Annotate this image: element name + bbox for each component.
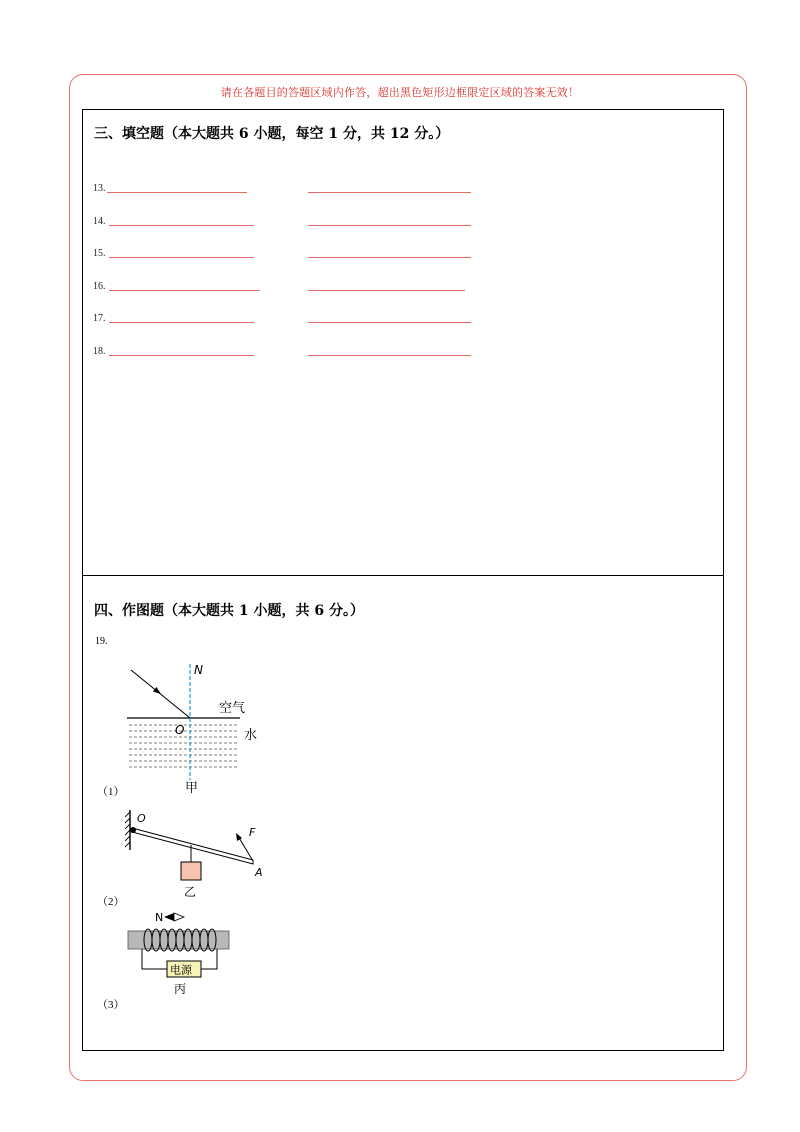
question-number: 14. — [93, 216, 106, 227]
circuit-wire-right — [201, 949, 217, 969]
lever-bar — [132, 828, 253, 864]
figure-caption-jia: 甲 — [185, 781, 199, 796]
solenoid-figure — [125, 909, 245, 1009]
answer-blank-13-1[interactable] — [107, 192, 247, 193]
section-title-drawing: 四、作图题（本大题共 1 小题，共 6 分。） — [94, 603, 364, 619]
compass-n-label: N — [155, 911, 164, 924]
sub-question-2-label: （2） — [97, 896, 125, 908]
wall-hatching — [125, 812, 130, 847]
refraction-figure — [123, 662, 303, 797]
fill-in-section — [82, 109, 724, 576]
answer-row-18 — [93, 343, 493, 357]
drawing-section — [82, 575, 724, 1051]
hanging-weight — [181, 862, 201, 880]
answer-blank-17-2[interactable] — [308, 322, 471, 323]
answer-blank-14-2[interactable] — [308, 225, 471, 226]
water-label: 水 — [244, 728, 258, 743]
circuit-wire-left — [142, 949, 167, 969]
answer-blank-16-1[interactable] — [109, 290, 260, 291]
pivot-label: O — [137, 812, 146, 825]
answer-row-14 — [93, 213, 493, 227]
answer-blank-16-2[interactable] — [308, 290, 465, 291]
incident-ray — [131, 670, 190, 718]
question-number: 15. — [93, 248, 106, 259]
question-number: 17. — [93, 313, 106, 324]
iron-core — [128, 931, 229, 949]
figure-caption-bing: 丙 — [174, 982, 187, 996]
answer-row-17 — [93, 310, 493, 324]
answer-blank-15-2[interactable] — [308, 257, 471, 258]
power-source-label: 电源 — [170, 963, 192, 977]
compass-needle-dark — [164, 913, 174, 921]
lever-figure — [125, 808, 275, 900]
force-label: F — [249, 826, 256, 839]
force-arrowhead — [236, 833, 242, 841]
question-number-19: 19. — [95, 636, 108, 647]
compass-needle-light — [174, 913, 184, 921]
answer-blank-14-1[interactable] — [109, 225, 254, 226]
figure-caption-yi: 乙 — [184, 885, 197, 899]
section-title-fill-in: 三、填空题（本大题共 6 小题，每空 1 分，共 12 分。） — [94, 126, 450, 142]
question-number: 18. — [93, 346, 106, 357]
air-label: 空气 — [219, 701, 246, 716]
answer-area-warning: 请在各题目的答题区域内作答，超出黑色矩形边框限定区域的答案无效！ — [220, 86, 580, 99]
point-o-label: O — [175, 723, 185, 737]
pivot-point — [130, 827, 136, 833]
answer-blank-13-2[interactable] — [308, 192, 471, 193]
answer-row-16 — [93, 278, 493, 292]
question-number: 16. — [93, 281, 106, 292]
question-number: 13. — [93, 183, 106, 194]
answer-blank-18-2[interactable] — [308, 355, 471, 356]
answer-row-15 — [93, 245, 493, 259]
ray-arrowhead — [153, 687, 161, 694]
sub-question-1-label: （1） — [97, 786, 125, 798]
sub-question-3-label: （3） — [97, 999, 125, 1011]
end-a-label: A — [255, 866, 263, 879]
answer-row-13 — [93, 180, 493, 194]
normal-label: N — [194, 663, 203, 677]
answer-blank-17-1[interactable] — [109, 322, 254, 323]
answer-blank-15-1[interactable] — [109, 257, 254, 258]
answer-blank-18-1[interactable] — [109, 355, 254, 356]
